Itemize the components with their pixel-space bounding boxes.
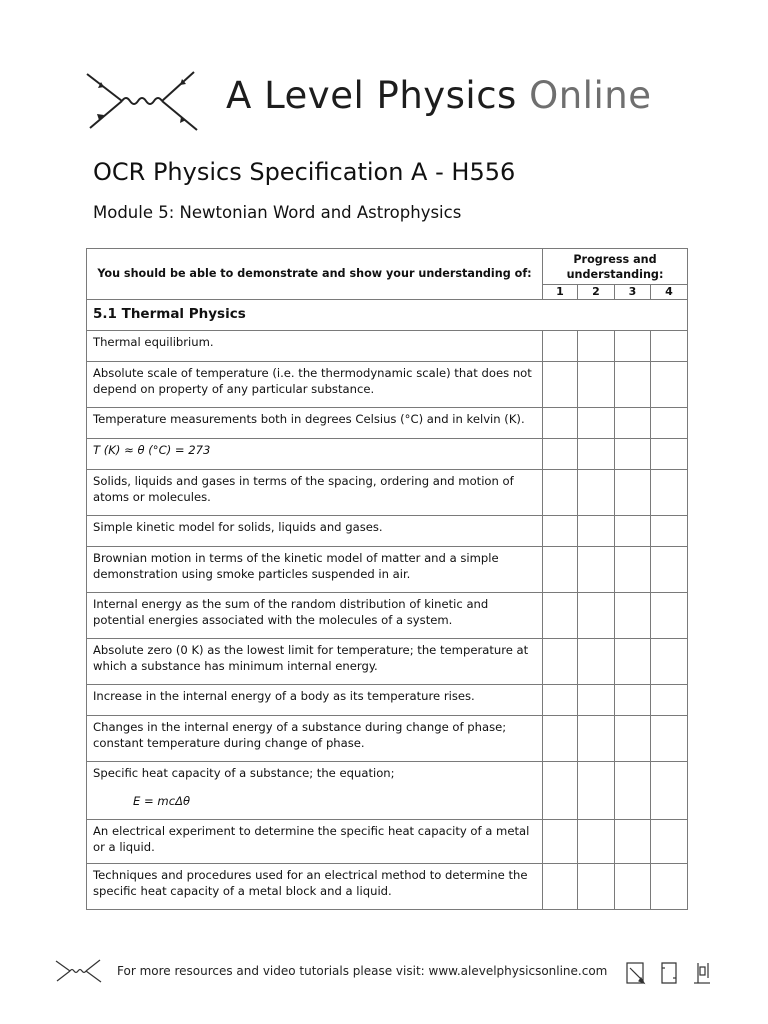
row-text: Techniques and procedures used for an electrical method to determine the specific heat capacity of a metal block and a liquid.: [87, 864, 543, 910]
progress-box-1[interactable]: [543, 593, 578, 639]
page-title: OCR Physics Specification A - H556: [93, 158, 516, 186]
pencil-note-icon: [627, 963, 644, 983]
progress-box-2[interactable]: [578, 331, 615, 362]
feynman-diagram-icon: [82, 66, 202, 136]
progress-box-2[interactable]: [578, 408, 615, 439]
progress-box-1[interactable]: [543, 408, 578, 439]
progress-box-1[interactable]: [543, 716, 578, 762]
progress-box-3[interactable]: [615, 685, 651, 716]
row-text: Temperature measurements both in degrees Celsius (°C) and in kelvin (K).: [87, 408, 543, 439]
table-row: [87, 547, 688, 593]
progress-box-3[interactable]: [615, 470, 651, 516]
progress-box-1[interactable]: [543, 439, 578, 470]
equation: E = mcΔθ: [133, 794, 191, 808]
progress-box-4[interactable]: [651, 470, 688, 516]
progress-box-4[interactable]: [651, 864, 688, 910]
table-header-text: You should be able to demonstrate and show your understanding of:: [87, 249, 543, 300]
table-row: [87, 716, 688, 762]
table-row: [87, 639, 688, 685]
table-row: [87, 470, 688, 516]
progress-box-4[interactable]: [651, 762, 688, 820]
progress-box-3[interactable]: [615, 864, 651, 910]
row-text: Specific heat capacity of a substance; the equation;: [93, 766, 395, 780]
progress-box-1[interactable]: [543, 685, 578, 716]
row-text: Solids, liquids and gases in terms of the spacing, ordering and motion of atoms or molecules.: [87, 470, 543, 516]
progress-box-3[interactable]: [615, 331, 651, 362]
table-row: [87, 331, 688, 362]
progress-box-4[interactable]: [651, 639, 688, 685]
row-text: Absolute scale of temperature (i.e. the thermodynamic scale) that does not depend on property of any particular substance.: [87, 362, 543, 408]
progress-box-3[interactable]: [615, 408, 651, 439]
progress-box-3[interactable]: [615, 716, 651, 762]
progress-box-4[interactable]: [651, 593, 688, 639]
row-text: Brownian motion in terms of the kinetic model of matter and a simple demonstration using smoke particles suspended in air.: [87, 547, 543, 593]
progress-box-2[interactable]: [578, 639, 615, 685]
section-title: 5.1 Thermal Physics: [87, 300, 688, 331]
table-row: [87, 439, 688, 470]
table-row: [87, 408, 688, 439]
progress-column-1: 1: [543, 285, 578, 300]
progress-box-2[interactable]: [578, 470, 615, 516]
row-text: Changes in the internal energy of a substance during change of phase; constant temperature during change of phase.: [87, 716, 543, 762]
progress-box-1[interactable]: [543, 864, 578, 910]
progress-box-4[interactable]: [651, 408, 688, 439]
progress-box-3[interactable]: [615, 362, 651, 408]
page-number-icon: [694, 963, 710, 983]
progress-box-2[interactable]: [578, 820, 615, 864]
row-cell: [87, 762, 543, 820]
progress-box-4[interactable]: [651, 820, 688, 864]
table-header-row: [87, 249, 688, 285]
row-text: Simple kinetic model for solids, liquids and gases.: [87, 516, 543, 547]
brand-main: A Level Physics: [226, 74, 517, 117]
progress-box-3[interactable]: [615, 820, 651, 864]
row-text: Thermal equilibrium.: [87, 331, 543, 362]
table-row: [87, 685, 688, 716]
brand-suffix: Online: [529, 74, 652, 117]
progress-box-2[interactable]: [578, 439, 615, 470]
specification-table: [86, 248, 688, 910]
progress-box-1[interactable]: [543, 331, 578, 362]
progress-box-4[interactable]: [651, 516, 688, 547]
footer-text: For more resources and video tutorials please visit: www.alevelphysicsonline.com: [117, 964, 608, 978]
section-row: [87, 300, 688, 331]
row-text: Internal energy as the sum of the random distribution of kinetic and potential energies associated with the molecules of a system.: [87, 593, 543, 639]
row-text: Absolute zero (0 K) as the lowest limit for temperature; the temperature at which a substance has minimum internal energy.: [87, 639, 543, 685]
row-text: Increase in the internal energy of a body as its temperature rises.: [87, 685, 543, 716]
progress-box-4[interactable]: [651, 439, 688, 470]
progress-box-2[interactable]: [578, 685, 615, 716]
row-text: T (K) ≈ θ (°C) = 273: [87, 439, 543, 470]
progress-box-1[interactable]: [543, 516, 578, 547]
progress-header: Progress and understanding:: [543, 249, 688, 285]
table-row: [87, 864, 688, 910]
progress-box-3[interactable]: [615, 439, 651, 470]
progress-box-4[interactable]: [651, 685, 688, 716]
page-icon: [662, 963, 676, 983]
progress-box-2[interactable]: [578, 362, 615, 408]
progress-column-3: 3: [615, 285, 651, 300]
brand-wordmark: [226, 74, 651, 117]
progress-box-1[interactable]: [543, 639, 578, 685]
table-row: [87, 762, 688, 820]
progress-box-1[interactable]: [543, 470, 578, 516]
progress-box-3[interactable]: [615, 547, 651, 593]
progress-box-3[interactable]: [615, 516, 651, 547]
page-subtitle: Module 5: Newtonian Word and Astrophysics: [93, 203, 462, 222]
table-row: [87, 362, 688, 408]
progress-box-2[interactable]: [578, 716, 615, 762]
progress-box-4[interactable]: [651, 716, 688, 762]
progress-box-2[interactable]: [578, 516, 615, 547]
table-row: [87, 820, 688, 864]
progress-box-2[interactable]: [578, 864, 615, 910]
progress-box-3[interactable]: [615, 593, 651, 639]
progress-box-3[interactable]: [615, 639, 651, 685]
progress-box-4[interactable]: [651, 362, 688, 408]
progress-box-1[interactable]: [543, 547, 578, 593]
progress-box-1[interactable]: [543, 762, 578, 820]
row-text: An electrical experiment to determine the specific heat capacity of a metal or a liquid.: [87, 820, 543, 864]
footer-tools: [624, 958, 714, 988]
progress-column-2: 2: [578, 285, 615, 300]
progress-box-2[interactable]: [578, 762, 615, 820]
progress-box-2[interactable]: [578, 547, 615, 593]
progress-box-1[interactable]: [543, 820, 578, 864]
progress-column-4: 4: [651, 285, 688, 300]
progress-box-4[interactable]: [651, 547, 688, 593]
table-row: [87, 593, 688, 639]
progress-box-4[interactable]: [651, 331, 688, 362]
feynman-diagram-icon: [54, 958, 104, 984]
progress-box-1[interactable]: [543, 362, 578, 408]
progress-box-3[interactable]: [615, 762, 651, 820]
table-row: [87, 516, 688, 547]
progress-box-2[interactable]: [578, 593, 615, 639]
